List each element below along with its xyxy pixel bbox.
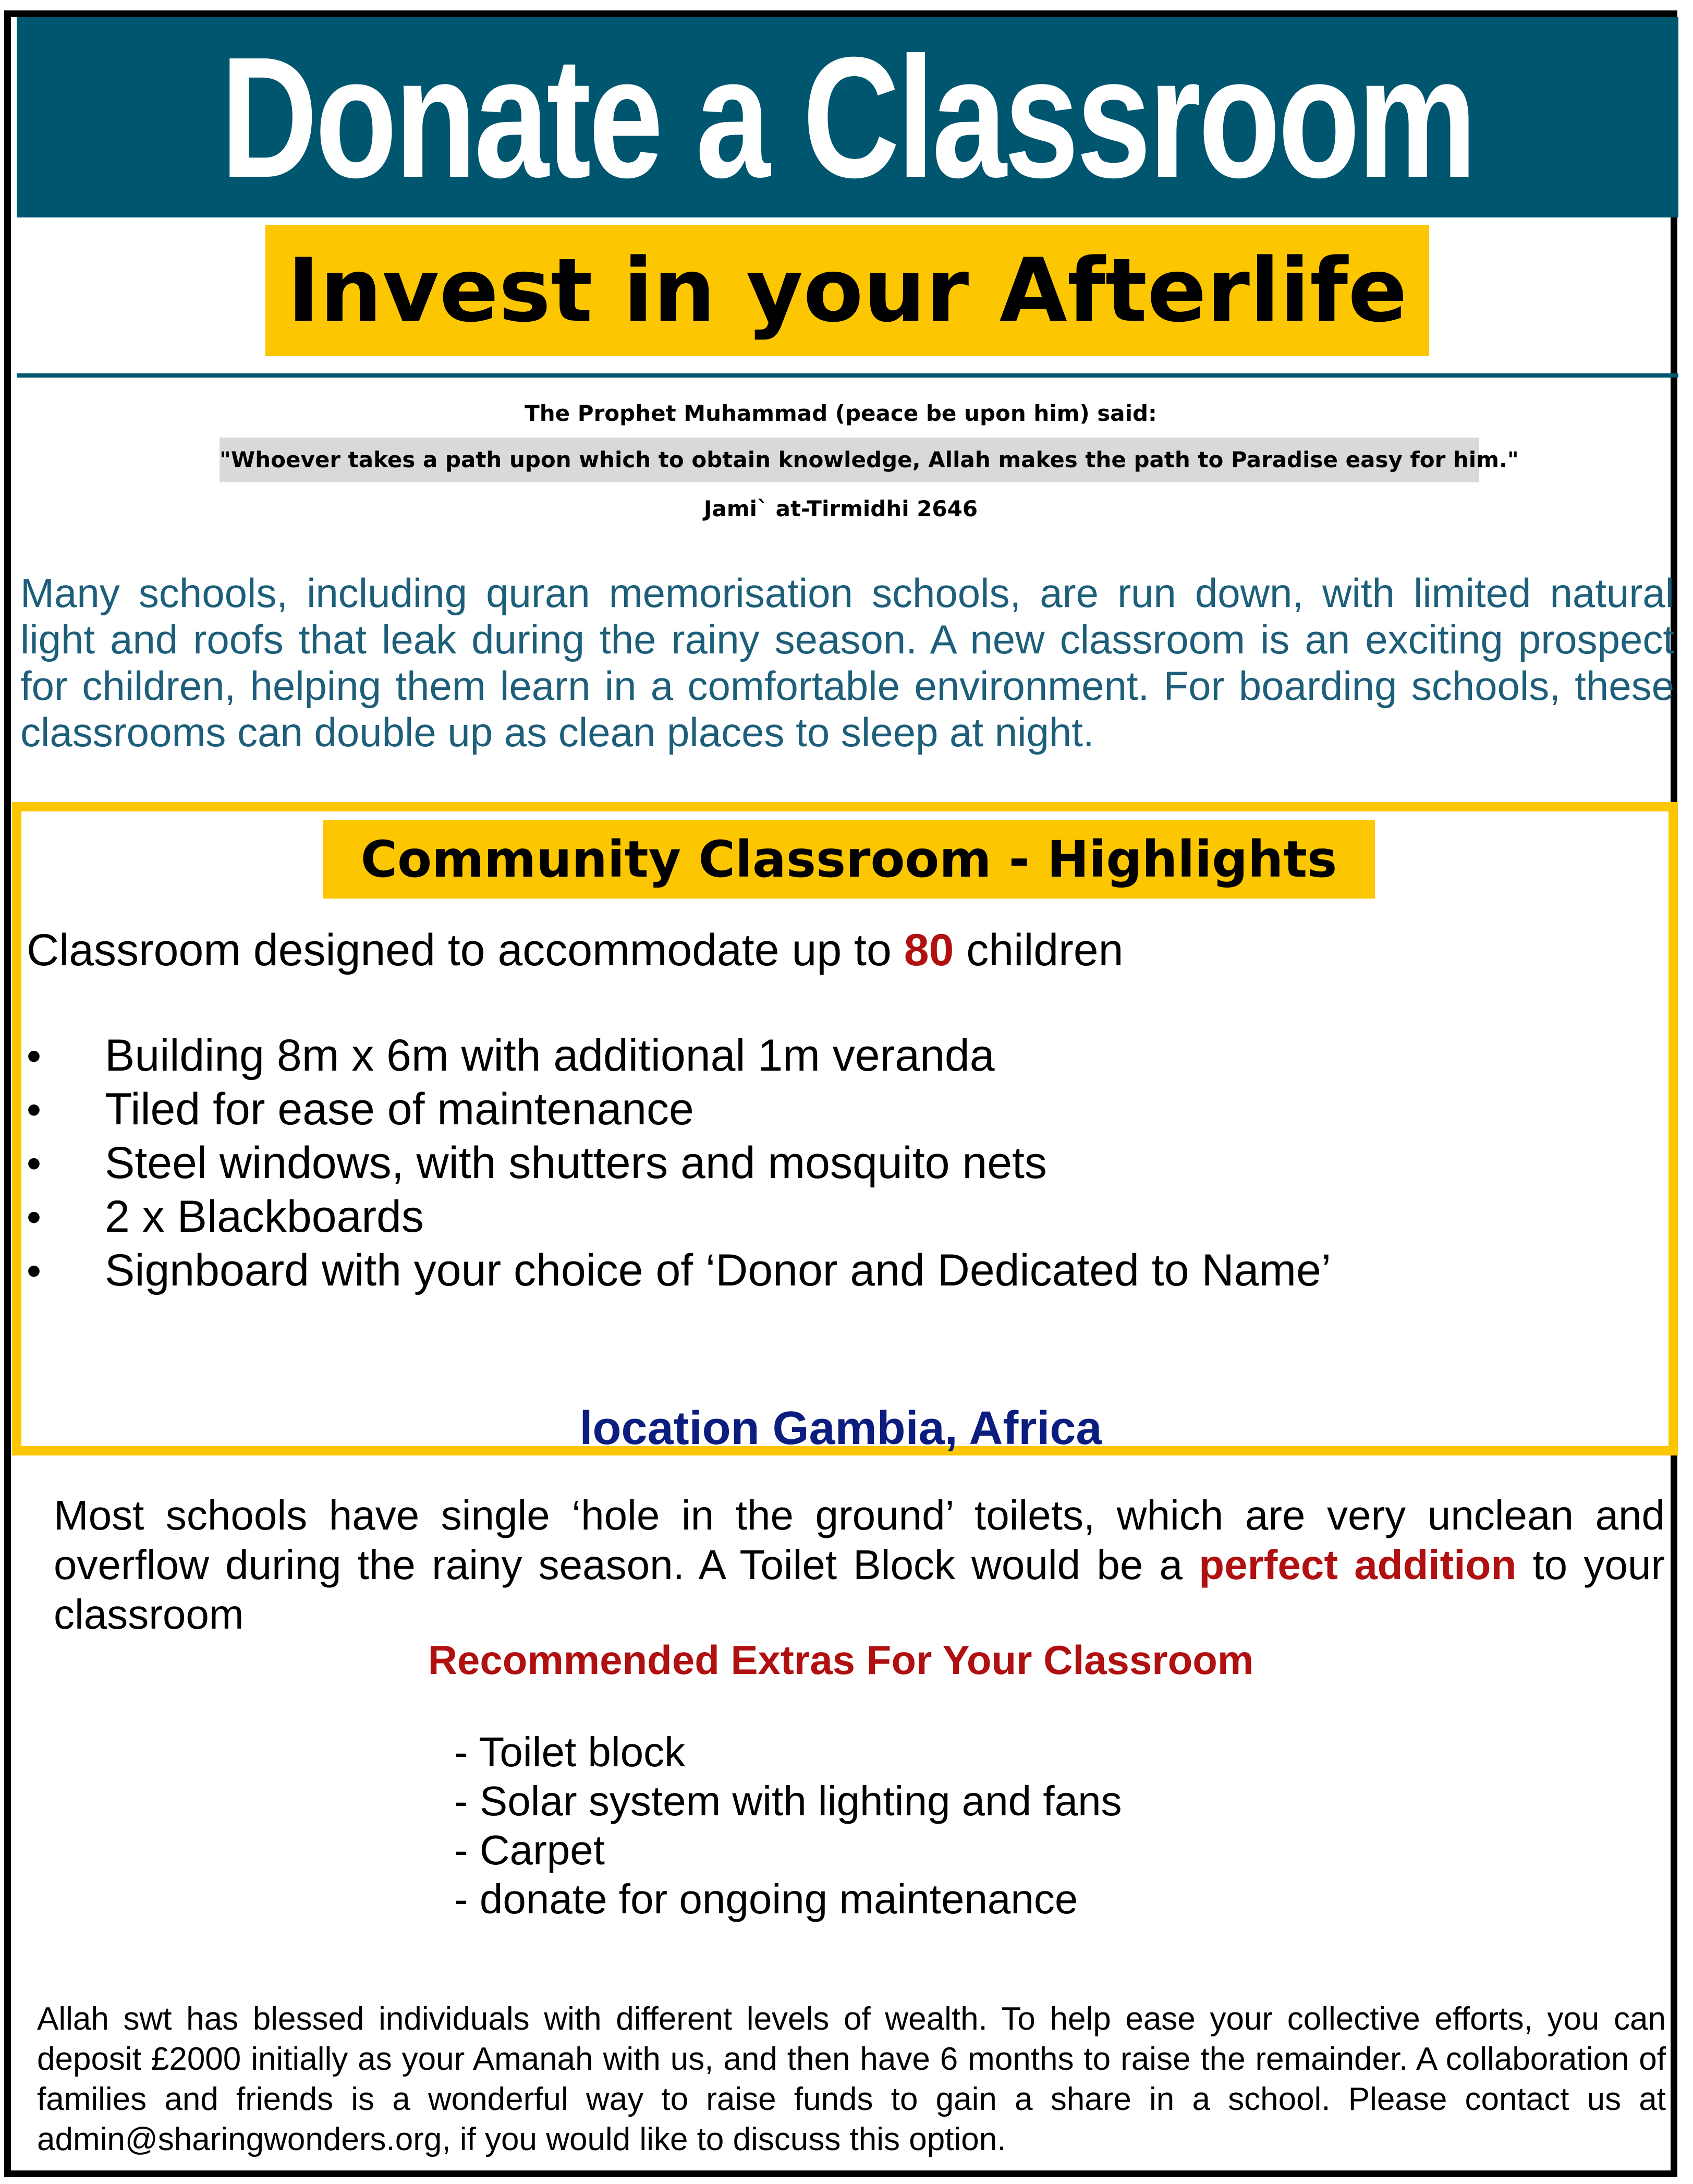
bullet-icon: •: [27, 1033, 42, 1079]
subtitle-banner: [265, 225, 1429, 356]
toilet-text-after: to your classroom: [54, 1542, 1665, 1637]
capacity-suffix: children: [966, 925, 1124, 975]
page-title: Donate a Classroom: [221, 21, 1475, 213]
list-item: [27, 1190, 1331, 1244]
list-item: [27, 1029, 1331, 1083]
capacity-prefix: Classroom designed to accommodate up to: [27, 925, 892, 975]
list-item: - Solar system with lighting and fans: [454, 1778, 1122, 1824]
toilet-highlight: perfect addition: [1199, 1542, 1517, 1588]
extras-title: Recommended Extras For Your Classroom: [428, 1637, 1254, 1683]
list-item: [27, 1136, 1331, 1190]
bullet-icon: •: [27, 1140, 42, 1186]
capacity-line: [27, 925, 1123, 976]
list-item: - donate for ongoing maintenance: [454, 1876, 1078, 1922]
closing-paragraph: Allah swt has blessed individuals with different levels of wealth. To help ease your collective efforts, you can deposit £2000 initially as your Amanah with us, and then have 6 months to raise the remainder. A collaboration of families and friends is a wonderful way to raise funds to gain a share in a school. Please contact us at admin@sharingwonders.org, if you would like to discuss this option.: [37, 2001, 1666, 2157]
hadith-reference: Jami` at-Tirmidhi 2646: [703, 496, 978, 521]
capacity-number: 80: [904, 925, 954, 975]
list-item: - Carpet: [454, 1827, 605, 1873]
flyer-frame: [4, 10, 1677, 2177]
list-item: [27, 1244, 1331, 1297]
bullet-icon: •: [27, 1247, 42, 1294]
feature-text: Tiled for ease of maintenance: [105, 1084, 694, 1134]
divider: [17, 373, 1678, 378]
toilet-paragraph: [54, 1490, 1665, 1639]
intro-paragraph: Many schools, including quran memorisation schools, are run down, with limited natural light and roofs that leak during the rainy season. A new classroom is an exciting prospect for children, helping them learn in a comfortable environment. For boarding schools, these classrooms can double up as clean places to sleep at night.: [20, 570, 1674, 755]
bullet-icon: •: [27, 1194, 42, 1240]
hadith-quote: "Whoever takes a path upon which to obtain knowledge, Allah makes the path to Paradise easy for him.": [220, 438, 1479, 482]
hadith-intro: The Prophet Muhammad (peace be upon him) said:: [525, 401, 1157, 426]
location-label: location Gambia, Africa: [579, 1402, 1102, 1454]
features-list: [27, 1029, 1331, 1297]
feature-text: Building 8m x 6m with additional 1m veranda: [105, 1030, 995, 1081]
feature-text: Signboard with your choice of ‘Donor and Dedicated to Name’: [105, 1245, 1331, 1295]
feature-text: Steel windows, with shutters and mosquito nets: [105, 1138, 1047, 1188]
page-subtitle: Invest in your Afterlife: [287, 239, 1408, 342]
bullet-icon: •: [27, 1086, 42, 1133]
extras-list: [454, 1728, 1122, 1924]
list-item: [27, 1083, 1331, 1136]
list-item: - Toilet block: [454, 1729, 686, 1775]
highlights-title: Community Classroom - Highlights: [323, 820, 1375, 899]
feature-text: 2 x Blackboards: [105, 1192, 424, 1242]
toilet-text-before: Most schools have single ‘hole in the ground’ toilets, which are very unclean and overflow during the rainy season. A Toilet Block would be a: [54, 1492, 1665, 1588]
title-banner: [17, 17, 1678, 217]
